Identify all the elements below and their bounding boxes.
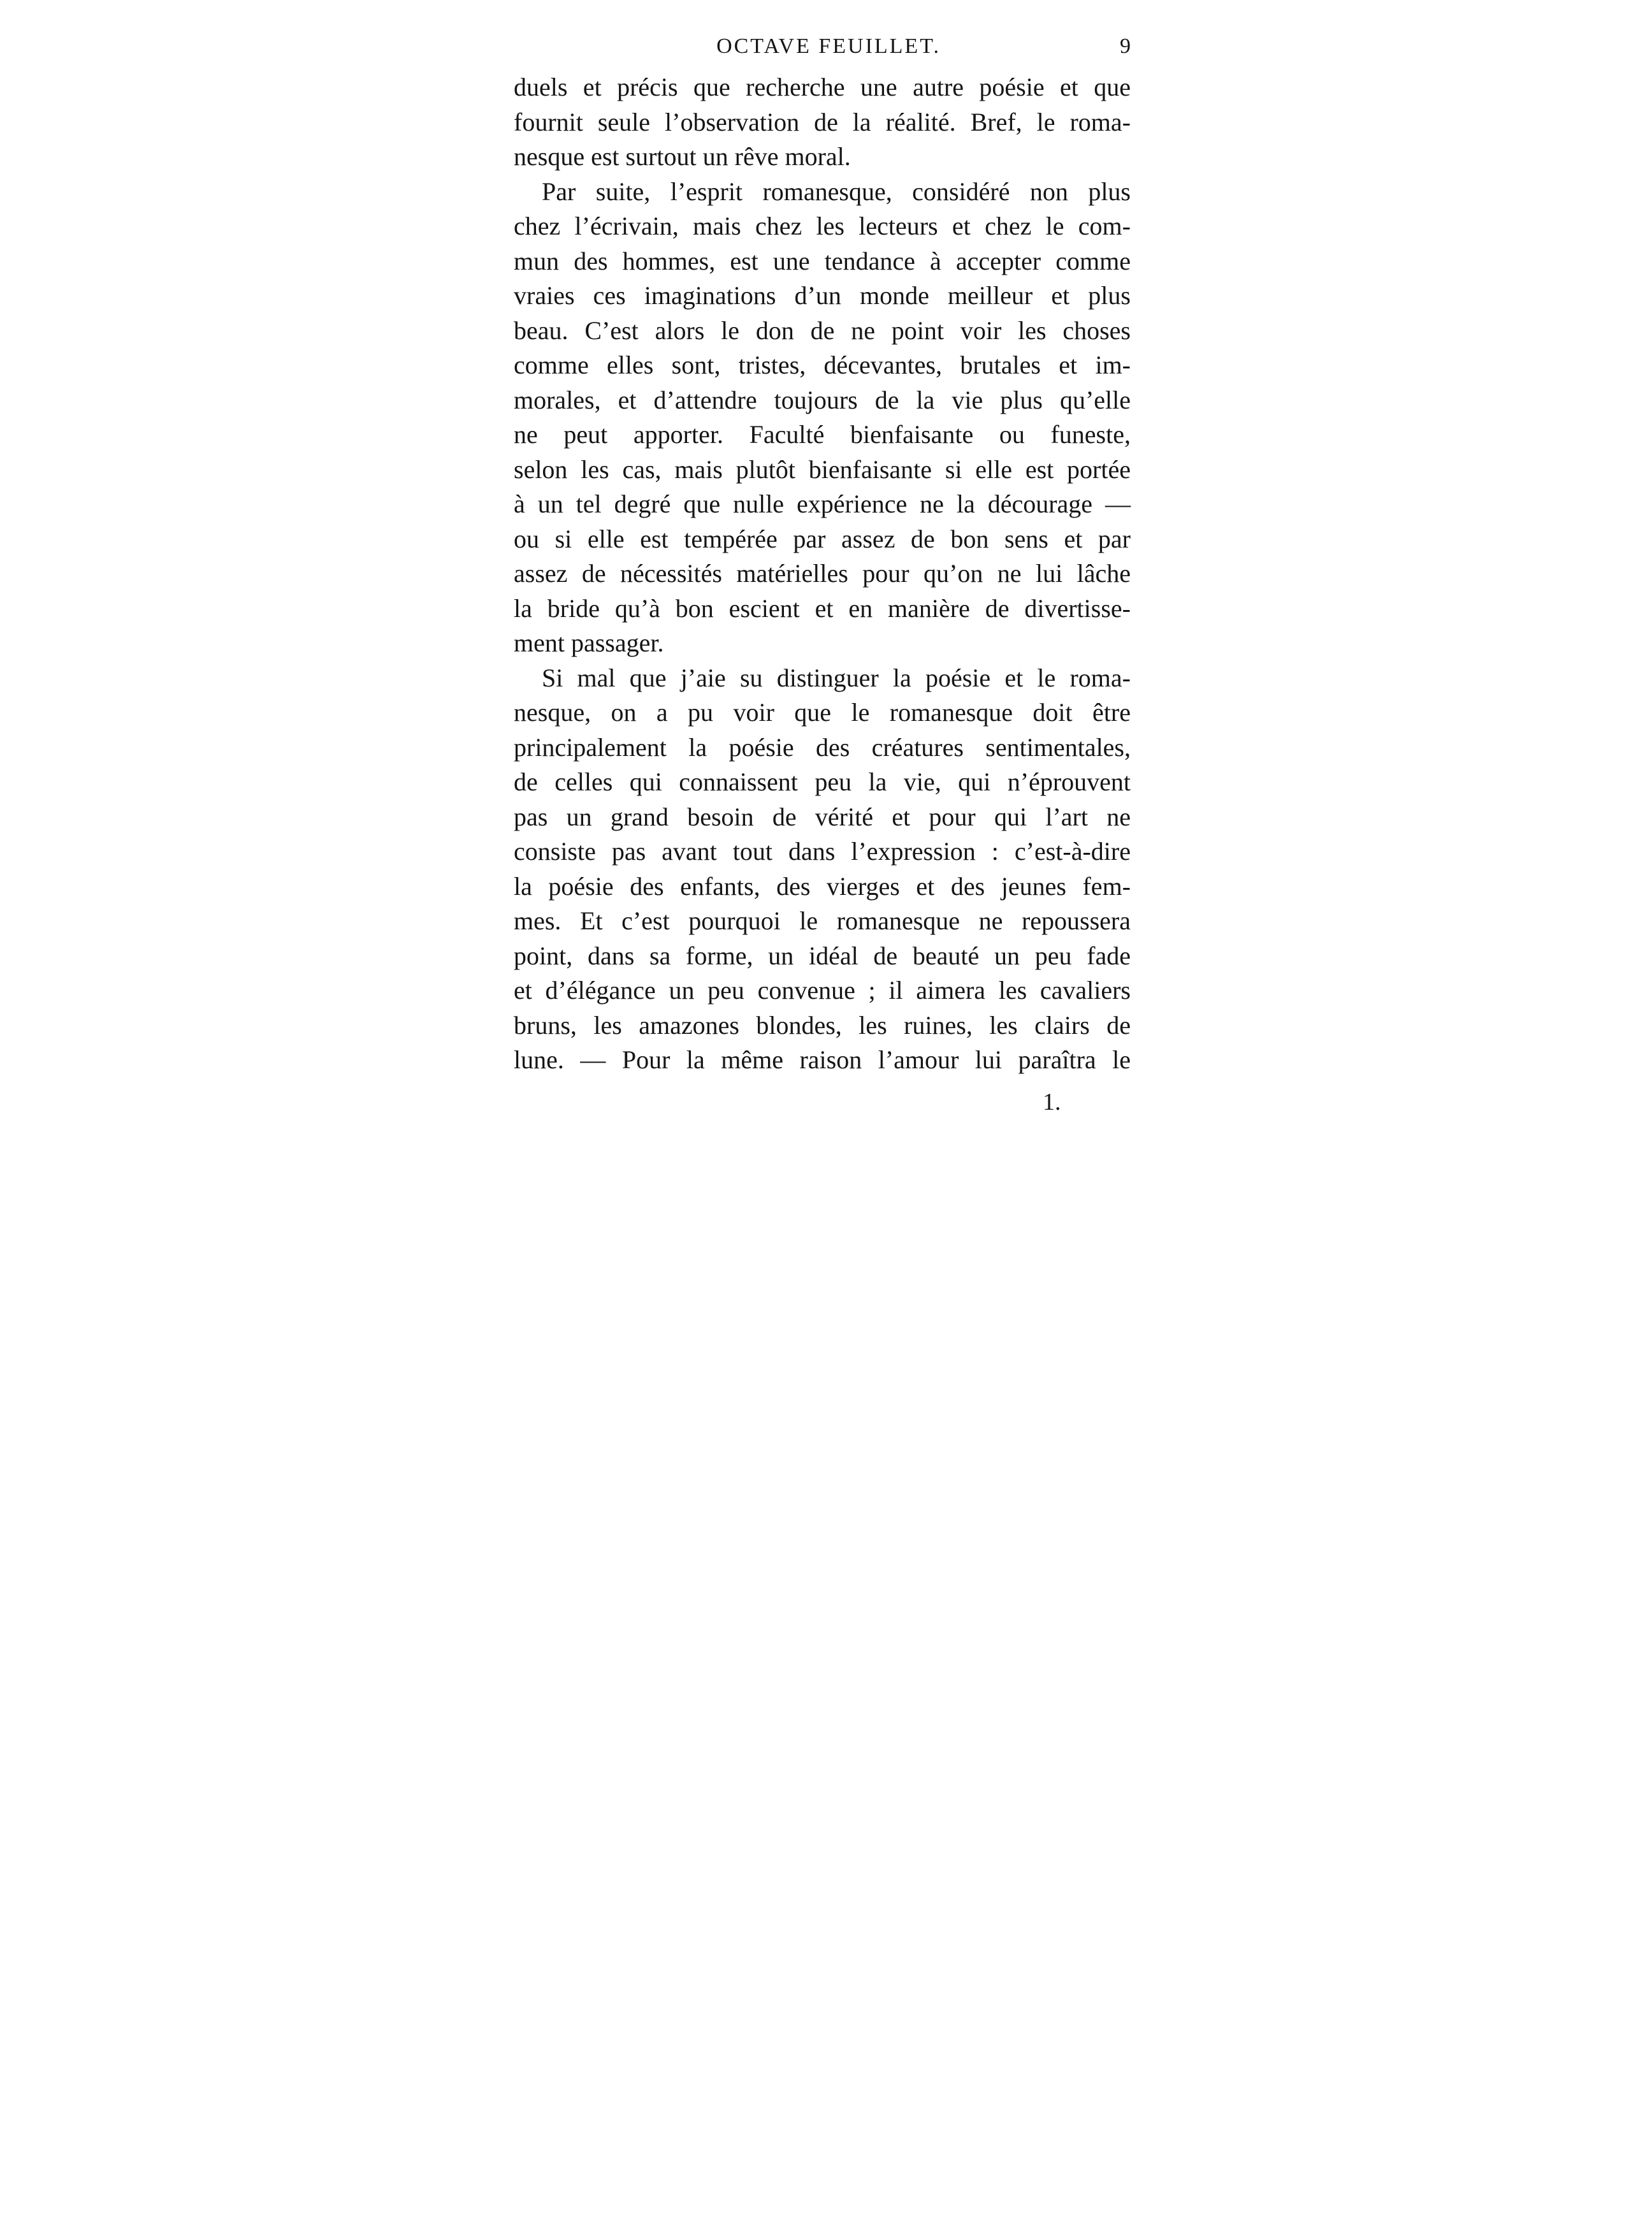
- text-line: fournit seule l’observation de la réalité. Bref, le roma-: [514, 107, 1131, 136]
- page-number: 9: [1120, 34, 1131, 58]
- text-line: Par suite, l’esprit romanesque, considéré non plus: [542, 177, 1131, 206]
- running-head: [526, 31, 1131, 62]
- text-line: ou si elle est tempérée par assez de bon sens et par: [514, 524, 1131, 553]
- text-line: Si mal que j’aie su distinguer la poésie et le roma-: [542, 663, 1131, 692]
- text-line: beau. C’est alors le don de ne point voir les choses: [514, 316, 1131, 345]
- body-text: [514, 70, 1131, 1078]
- text-line: mun des hommes, est une tendance à accepter comme: [514, 246, 1131, 275]
- text-line: chez l’écrivain, mais chez les lecteurs et chez le com-: [514, 212, 1131, 240]
- text-line: lune. — Pour la même raison l’amour lui paraîtra le: [514, 1045, 1131, 1074]
- signature-mark: 1.: [1043, 1089, 1061, 1115]
- text-line: pas un grand besoin de vérité et pour qui l’art ne: [514, 802, 1131, 831]
- text-line: de celles qui connaissent peu la vie, qui n’éprouvent: [514, 767, 1131, 796]
- text-line: principalement la poésie des créatures sentimentales,: [514, 732, 1131, 762]
- text-line: morales, et d’attendre toujours de la vie plus qu’elle: [514, 385, 1131, 414]
- text-line: la bride qu’à bon escient et en manière de divertisse-: [514, 593, 1131, 623]
- text-line: consiste pas avant tout dans l’expression : c’est-à-dire: [514, 837, 1131, 866]
- text-line: comme elles sont, tristes, décevantes, brutales et im-: [514, 351, 1131, 379]
- text-line: la poésie des enfants, des vierges et des jeunes fem-: [514, 871, 1131, 901]
- text-line: ne peut apporter. Faculté bienfaisante ou funeste,: [514, 420, 1131, 449]
- text-line: vraies ces imaginations d’un monde meilleur et plus: [514, 281, 1131, 310]
- text-line: duels et précis que recherche une autre poésie et que: [514, 73, 1131, 101]
- text-line: bruns, les amazones blondes, les ruines, les clairs de: [514, 1010, 1131, 1040]
- text-line: selon les cas, mais plutôt bienfaisante si elle est portée: [514, 454, 1131, 484]
- text-line: assez de nécessités matérielles pour qu’on ne lui lâche: [514, 559, 1131, 588]
- running-title: OCTAVE FEUILLET.: [716, 34, 941, 58]
- text-line: ment passager.: [514, 628, 664, 657]
- text-line: point, dans sa forme, un idéal de beauté un peu fade: [514, 941, 1131, 970]
- text-line: nesque est surtout un rêve moral.: [514, 142, 851, 171]
- text-line: nesque, on a pu voir que le romanesque doit être: [514, 698, 1131, 727]
- text-line: mes. Et c’est pourquoi le romanesque ne repoussera: [514, 906, 1131, 935]
- text-line: et d’élégance un peu convenue ; il aimera les cavaliers: [514, 976, 1131, 1005]
- text-line: à un tel degré que nulle expérience ne la décourage —: [514, 490, 1131, 518]
